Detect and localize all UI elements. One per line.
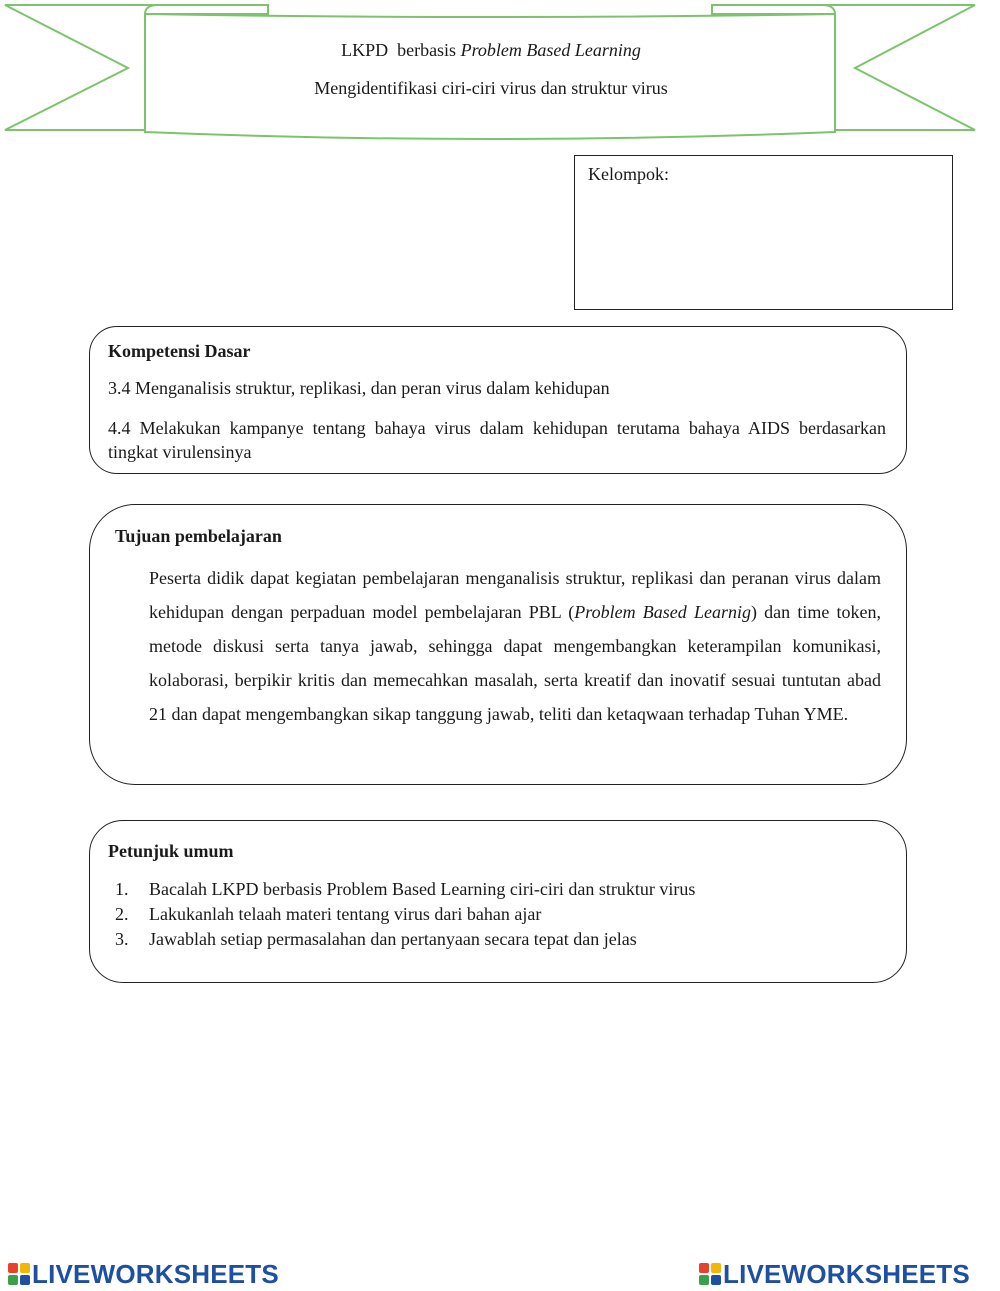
liveworksheets-logo-left [8, 1259, 279, 1289]
tujuan-heading: Tujuan pembelajaran [115, 526, 282, 546]
worksheet-title-italic: Problem Based Learning [460, 40, 641, 60]
worksheet-title: LKPD berbasis Problem Based Learning [341, 40, 641, 60]
liveworksheets-logo-icon [699, 1263, 721, 1285]
liveworksheets-logo-text: LIVEWORKSHEETS [723, 1258, 970, 1289]
petunjuk-list [115, 877, 695, 952]
petunjuk-umum-box [89, 820, 907, 983]
kompetensi-item-3-4: 3.4 Menganalisis struktur, replikasi, dan peran virus dalam kehidupan [108, 378, 610, 398]
tujuan-pbl-italic: Problem Based Learnig [574, 602, 751, 622]
kompetensi-heading: Kompetensi Dasar [108, 341, 251, 361]
petunjuk-item: 3. Jawablah setiap permasalahan dan pertanyaan secara tepat dan jelas [115, 929, 637, 949]
tujuan-paragraph: Peserta didik dapat kegiatan pembelajaran menganalisis struktur, replikasi dan peranan virus dalam kehidupan dengan perpaduan model pembelajaran PBL (Problem Based Learnig) dan time token, metode diskusi serta tanya jawab, sehingga dapat mengembangkan keterampilan komunikasi, kolaborasi, berpikir kritis dan memecahkan masalah, serta kreatif dan inovatif sesuai tuntutan abad 21 dan dapat mengembangkan sikap tanggung jawab, teliti dan ketaqwaan terhadap Tuhan YME. [149, 568, 881, 724]
kompetensi-item-4-4: 4.4 Melakukan kampanye tentang bahaya virus dalam kehidupan terutama bahaya AIDS berdasarkan tingkat virulensinya [108, 418, 886, 462]
liveworksheets-logo-icon [8, 1263, 30, 1285]
group-label: Kelompok: [588, 164, 669, 184]
title-ribbon-banner [0, 0, 1000, 145]
liveworksheets-logo-right [699, 1259, 970, 1289]
tujuan-pembelajaran-box [89, 504, 907, 785]
worksheet-subtitle: Mengidentifikasi ciri-ciri virus dan struktur virus [314, 78, 668, 98]
kompetensi-dasar-box [89, 326, 907, 474]
petunjuk-item: 2. Lakukanlah telaah materi tentang virus dari bahan ajar [115, 904, 542, 924]
petunjuk-item: 1. Bacalah LKPD berbasis Problem Based Learning ciri-ciri dan struktur virus [115, 879, 696, 899]
group-box [574, 155, 953, 310]
petunjuk-heading: Petunjuk umum [108, 841, 234, 861]
liveworksheets-logo-text: LIVEWORKSHEETS [32, 1258, 279, 1289]
